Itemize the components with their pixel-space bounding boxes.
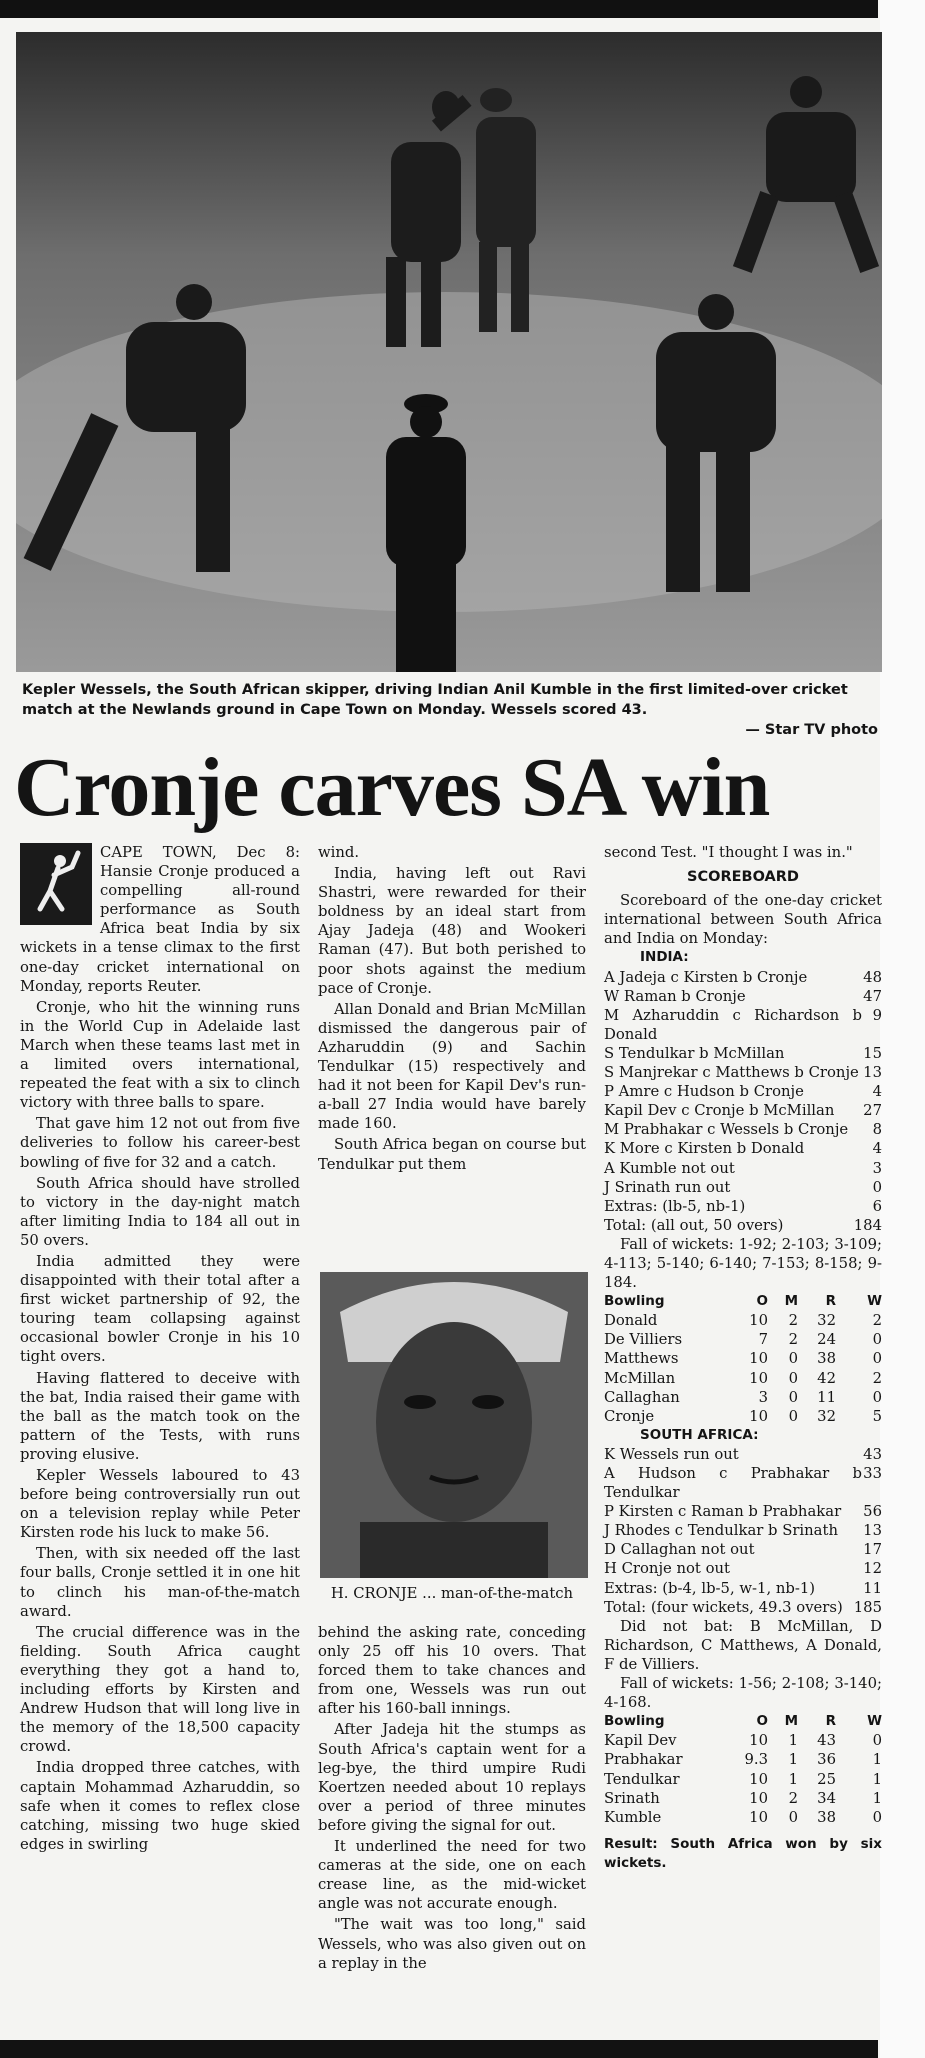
runs-value: 4 (872, 1083, 882, 1101)
batting-row (604, 1101, 882, 1120)
paragraph: India admitted they were disappointed with their total after a first wicket partnership of 92, the touring team collapsing against occasional bowler Cronje in his 10 tight overs. (20, 1252, 300, 1366)
paragraph: That gave him 12 not out from five deliveries to follow his career-best bowling of five for 32 and a catch. (20, 1115, 300, 1171)
paragraph: The crucial difference was in the fielding. South Africa caught everything they got a hand to, including efforts by Kirsten and Andrew Hudson that will long live in the memory of the 18,500 capacity crowd. (20, 1623, 300, 1756)
paragraph: second Test. "I thought I was in." (604, 844, 853, 861)
bowling-cell: 0 (788, 1350, 798, 1368)
bowling-header-cell: M (784, 1713, 798, 1730)
bowling-cell: Srinath (604, 1789, 660, 1807)
runs-value: 9 (872, 1006, 882, 1024)
bowling-cell: Callaghan (604, 1388, 680, 1406)
bowling-cell: 10 (749, 1808, 768, 1826)
runs-value: 4 (872, 1140, 882, 1158)
bowling-cell: 5 (872, 1407, 882, 1425)
batting-row (604, 1120, 882, 1139)
bowling-header-cell: R (825, 1293, 836, 1310)
bowling-cell: 0 (788, 1407, 798, 1425)
bowling-cell: Kumble (604, 1808, 662, 1826)
bowling-cell: 1 (788, 1770, 798, 1788)
bowling-header-cell: O (756, 1713, 768, 1730)
batsman-entry: Extras: (b-4, lb-5, w-1, nb-1) (604, 1579, 816, 1597)
bowling-row (604, 1349, 882, 1368)
bowling-cell: 10 (749, 1770, 768, 1788)
portrait-caption: H. CRONJE ... man-of-the-match (330, 1585, 574, 1602)
runs-value: 3 (872, 1159, 882, 1177)
paragraph: Allan Donald and Brian McMillan dismissed the dangerous pair of Azharuddin (9) and Sachin Tendulkar (15) respectively and had it not been for Kapil Dev's run-a-ball 27 India would have barely made 160. (318, 1000, 586, 1133)
paragraph: South Africa should have strolled to victory in the day-night match after limiting India to 184 all out in 50 overs. (20, 1174, 300, 1249)
bowling-cell: 43 (817, 1732, 836, 1750)
batsman-entry: S Tendulkar b McMillan (604, 1044, 785, 1062)
paragraph: "The wait was too long," said Wessels, who was also given out on a replay in the (318, 1916, 586, 1972)
bowling-row (604, 1388, 882, 1407)
bowling-cell: 1 (872, 1789, 882, 1807)
bowling-cell: 2 (788, 1789, 798, 1807)
bowling-cell: 0 (788, 1369, 798, 1387)
bowling-row (604, 1311, 882, 1330)
india-batting-list (604, 968, 882, 1235)
bowling-row (604, 1330, 882, 1349)
bowling-cell: Kapil Dev (604, 1732, 677, 1750)
bowling-cell: Prabhakar (604, 1751, 683, 1769)
bowling-cell: 7 (758, 1331, 768, 1349)
paragraph: India dropped three catches, with captain Mohammad Azharuddin, so safe when it comes to reflex close catching, missing two huge skied edges in swirling (20, 1759, 300, 1853)
runs-value: 11 (863, 1579, 882, 1597)
batsman-entry: W Raman b Cronje (604, 987, 746, 1005)
bowling-cell: 2 (788, 1331, 798, 1349)
did-not-bat: Did not bat: B McMillan, D Richardson, C Matthews, A Donald, F de Villiers. (604, 1617, 882, 1673)
photo-caption (22, 680, 882, 740)
india-bowling-table (604, 1712, 882, 1827)
bowling-cell: 0 (788, 1388, 798, 1406)
bowling-header-cell: Bowling (604, 1713, 665, 1730)
article-column-1 (20, 843, 300, 1856)
batting-row (604, 1216, 882, 1235)
photo-credit: — Star TV photo (745, 722, 878, 738)
bowling-header-cell: Bowling (604, 1293, 665, 1310)
sa-bowling-table (604, 1292, 882, 1426)
bowling-cell: 1 (872, 1751, 882, 1769)
batsman-entry: P Amre c Hudson b Cronje (604, 1083, 804, 1101)
paragraph: CAPE TOWN, Dec 8: Hansie Cronje produced a compelling all-round performance as South Africa beat India by six wickets in a tense climax to the first one-day cricket international on Monday, reports Reuter. (20, 844, 300, 995)
batting-row (604, 1159, 882, 1178)
paragraph: wind. (318, 844, 360, 861)
runs-value: 8 (872, 1121, 882, 1139)
bowling-cell: McMillan (604, 1369, 676, 1387)
runs-value: 33 (863, 1465, 882, 1482)
paragraph: Having flattered to deceive with the bat, India raised their game with the ball as the match took on the pattern of the Tests, with runs proving elusive. (20, 1369, 300, 1463)
batting-row (604, 1521, 882, 1540)
bowling-cell: 10 (749, 1407, 768, 1425)
batsman-entry: D Callaghan not out (604, 1541, 755, 1559)
scoreboard-intro: Scoreboard of the one-day cricket international between South Africa and India on Monday: (604, 892, 882, 948)
batsman-entry: Extras: (lb-5, nb-1) (604, 1197, 746, 1215)
batting-row (604, 968, 882, 987)
bowling-header-cell: R (825, 1713, 836, 1730)
bowling-header-row (604, 1712, 882, 1731)
batsman-entry: M Azharuddin c Richardson b Donald (604, 1006, 862, 1043)
runs-value: 184 (853, 1216, 882, 1234)
bowling-cell: 0 (872, 1808, 882, 1826)
bowling-cell: Tendulkar (604, 1770, 680, 1788)
runs-value: 6 (872, 1197, 882, 1215)
bowling-row (604, 1808, 882, 1827)
bowling-cell: 10 (749, 1312, 768, 1330)
bowling-cell: 32 (817, 1312, 836, 1330)
bowling-cell: De Villiers (604, 1331, 683, 1349)
batsman-entry: M Prabhakar c Wessels b Cronje (604, 1121, 849, 1139)
scoreboard-column (604, 843, 882, 1873)
bowling-row (604, 1770, 882, 1789)
bowling-cell: 9.3 (744, 1751, 768, 1769)
south-africa-heading: SOUTH AFRICA: (640, 1426, 759, 1443)
runs-value: 27 (863, 1102, 882, 1120)
bowling-header-cell: W (867, 1293, 882, 1310)
paragraph: It underlined the need for two cameras at the side, one on each crease line, as the mid-wicket angle was not accurate enough. (318, 1838, 586, 1913)
runs-value: 12 (863, 1560, 882, 1578)
bowling-cell: 1 (788, 1751, 798, 1769)
batting-row (604, 1006, 882, 1044)
batting-row (604, 1579, 882, 1598)
cricket-player-icon (20, 843, 92, 925)
bowling-cell: 2 (788, 1312, 798, 1330)
batsman-entry: J Srinath run out (604, 1178, 731, 1196)
bowling-row (604, 1731, 882, 1750)
bowling-row (604, 1750, 882, 1769)
batsman-entry: J Rhodes c Tendulkar b Srinath (604, 1522, 838, 1540)
runs-value: 15 (863, 1044, 882, 1062)
bowling-row (604, 1369, 882, 1388)
batsman-entry: H Cronje not out (604, 1560, 730, 1578)
bowling-cell: 11 (817, 1388, 836, 1406)
batsman-entry: K Wessels run out (604, 1445, 739, 1463)
batting-row (604, 1139, 882, 1158)
sa-fall-of-wickets: Fall of wickets: 1-56; 2-108; 3-140; 4-168. (604, 1675, 882, 1712)
batsman-entry: A Kumble not out (604, 1159, 735, 1177)
caption-text: Kepler Wessels, the South African skipper, driving Indian Anil Kumble in the first limited-over cricket match at the Newlands ground in Cape Town on Monday. Wessels scored 43. (22, 682, 848, 718)
bowling-cell: 2 (872, 1369, 882, 1387)
batting-row (604, 1559, 882, 1578)
batting-row (604, 1082, 882, 1101)
scoreboard-title: SCOREBOARD (687, 869, 799, 886)
bowling-cell: 2 (872, 1312, 882, 1330)
bowling-cell: 36 (817, 1751, 836, 1769)
batsman-entry: A Jadeja c Kirsten b Cronje (604, 968, 808, 986)
bowling-cell: Cronje (604, 1407, 655, 1425)
bowling-cell: 25 (817, 1770, 836, 1788)
runs-value: 48 (863, 968, 882, 986)
batsman-entry: Total: (all out, 50 overs) (604, 1216, 784, 1234)
runs-value: 17 (863, 1541, 882, 1559)
paragraph: Cronje, who hit the winning runs in the World Cup in Adelaide last March when these teams last met in a limited overs international, repeated the feat with a six to clinch victory with three balls to spare. (20, 998, 300, 1112)
batting-row (604, 1598, 882, 1617)
cricket-match-photo (16, 32, 882, 672)
runs-value: 13 (863, 1522, 882, 1540)
bowling-cell: 0 (872, 1331, 882, 1349)
bowling-cell: 42 (817, 1369, 836, 1387)
paragraph: behind the asking rate, conceding only 25 off his 10 overs. That forced them to take chances and from one, Wessels was run out after his 160-ball innings. (318, 1624, 586, 1718)
match-result: Result: South Africa won by six wickets. (604, 1835, 882, 1871)
page-margin (880, 0, 925, 2058)
batsman-entry: K More c Kirsten b Donald (604, 1140, 805, 1158)
batting-row (604, 1540, 882, 1559)
sa-batting-list (604, 1445, 882, 1617)
runs-value: 56 (863, 1503, 882, 1521)
bowling-cell: 32 (817, 1407, 836, 1425)
paragraph: Kepler Wessels laboured to 43 before being controversially run out on a television replay while Peter Kirsten rode his luck to make 56. (20, 1467, 300, 1542)
bowling-cell: 1 (872, 1770, 882, 1788)
batsman-entry: Total: (four wickets, 49.3 overs) (604, 1598, 843, 1616)
bowling-cell: 38 (817, 1808, 836, 1826)
bowling-cell: Donald (604, 1312, 658, 1330)
article-column-2 (318, 843, 586, 1176)
bowling-cell: 0 (872, 1388, 882, 1406)
bowling-header-cell: M (784, 1293, 798, 1310)
bowling-header-cell: W (867, 1713, 882, 1730)
batting-row (604, 1063, 882, 1082)
bowling-cell: 10 (749, 1732, 768, 1750)
bowling-cell: 10 (749, 1789, 768, 1807)
bowling-cell: 10 (749, 1369, 768, 1387)
bowling-header-row (604, 1292, 882, 1311)
bowling-cell: 10 (749, 1350, 768, 1368)
runs-value: 0 (872, 1178, 882, 1196)
batting-row (604, 1044, 882, 1063)
bowling-cell: 0 (872, 1732, 882, 1750)
runs-value: 43 (863, 1445, 882, 1463)
paragraph: After Jadeja hit the stumps as South Africa's captain went for a leg-bye, the third umpire Rudi Koertzen needed about 10 replays over a period of three minutes before giving the signal for out. (318, 1721, 586, 1834)
batting-row (604, 1502, 882, 1521)
bowling-cell: 1 (788, 1732, 798, 1750)
india-heading: INDIA: (640, 949, 689, 966)
bowling-cell: 24 (817, 1331, 836, 1349)
batsman-entry: Kapil Dev c Cronje b McMillan (604, 1102, 835, 1120)
batsman-entry: P Kirsten c Raman b Prabhakar (604, 1503, 842, 1521)
batting-row (604, 1197, 882, 1216)
bowling-row (604, 1789, 882, 1808)
batsman-entry: A Hudson c Prabhakar b Tendulkar (604, 1465, 862, 1502)
bowling-row (604, 1407, 882, 1426)
bowling-cell: 38 (817, 1350, 836, 1368)
paragraph: South Africa began on course but Tendulkar put them (318, 1136, 586, 1173)
bowling-cell: 0 (788, 1808, 798, 1826)
paragraph: Then, with six needed off the last four balls, Cronje settled it in one hit to clinch his man-of-the-match award. (20, 1545, 300, 1620)
photo-illustration (16, 32, 882, 672)
cronje-portrait-photo (320, 1272, 588, 1578)
bowling-cell: 0 (872, 1350, 882, 1368)
india-fall-of-wickets: Fall of wickets: 1-92; 2-103; 3-109; 4-113; 5-140; 6-140; 7-153; 8-158; 9-184. (604, 1235, 882, 1292)
top-rule (0, 0, 878, 18)
batsman-entry: S Manjrekar c Matthews b Cronje (604, 1064, 859, 1082)
batting-row (604, 1445, 882, 1464)
bowling-cell: Matthews (604, 1350, 679, 1368)
batting-row (604, 1178, 882, 1197)
runs-value: 185 (853, 1598, 882, 1616)
bowling-cell: 3 (758, 1388, 768, 1406)
batting-row (604, 987, 882, 1006)
bowling-header-cell: O (756, 1293, 768, 1310)
runs-value: 47 (863, 987, 882, 1005)
headline: Cronje carves SA win (14, 741, 770, 834)
paragraph: India, having left out Ravi Shastri, were rewarded for their boldness by an ideal start from Ajay Jadeja (48) and Wookeri Raman (47). But both perished to poor shots against the medium pace of Cronje. (318, 865, 586, 997)
batting-row (604, 1464, 882, 1502)
article-column-2-continued (318, 1623, 586, 1975)
bowling-cell: 34 (817, 1789, 836, 1807)
runs-value: 13 (863, 1064, 882, 1082)
bottom-rule (0, 2040, 878, 2058)
